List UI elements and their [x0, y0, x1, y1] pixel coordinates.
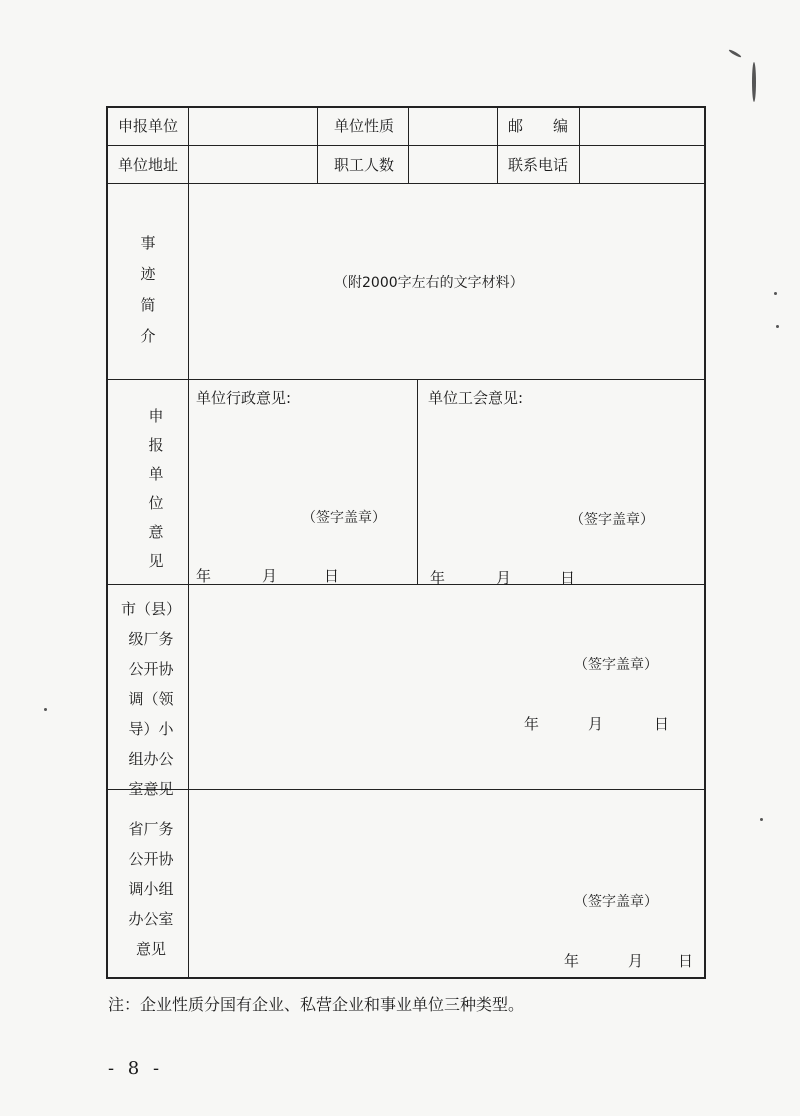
address-field[interactable]	[192, 150, 314, 180]
date-day: 日	[324, 567, 340, 585]
date-month: 月	[628, 952, 644, 970]
row-divider	[106, 183, 706, 184]
city-opinion-area[interactable]	[192, 590, 700, 785]
scan-mark	[44, 708, 47, 711]
scan-mark	[728, 49, 742, 59]
column-divider	[497, 106, 498, 184]
admin-opinion-title: 单位行政意见:	[196, 389, 292, 407]
date-month: 月	[588, 715, 604, 733]
province-opinion-area[interactable]	[192, 794, 700, 972]
scan-mark	[752, 62, 756, 102]
admin-opinion-area[interactable]	[192, 412, 414, 507]
address-label: 单位地址	[118, 156, 179, 174]
label-column-divider	[188, 106, 189, 979]
unit-nature-label: 单位性质	[334, 117, 395, 135]
page-number: - 8 -	[108, 1058, 164, 1079]
city-signature-stamp: （签字盖章）	[574, 657, 658, 673]
date-month: 月	[262, 567, 278, 585]
province-opinion-label: 省厂务 公开协 调小组 办公室 意见	[128, 820, 174, 958]
admin-signature-stamp: （签字盖章）	[302, 510, 386, 526]
staff-count-field[interactable]	[412, 150, 494, 180]
union-opinion-area[interactable]	[421, 412, 701, 507]
phone-label: 联系电话	[508, 156, 569, 174]
row-divider	[106, 145, 706, 146]
postcode-label: 邮 编	[508, 117, 569, 135]
row-divider	[106, 789, 706, 790]
footnote: 注：企业性质分国有企业、私营企业和事业单位三种类型。	[108, 995, 525, 1014]
column-divider	[408, 106, 409, 184]
union-signature-stamp: （签字盖章）	[570, 512, 654, 528]
applicant-label: 申报单位	[118, 117, 179, 135]
union-opinion-title: 单位工会意见:	[428, 389, 524, 407]
summary-hint: （附2000字左右的文字材料）	[334, 275, 524, 291]
column-divider	[317, 106, 318, 184]
applicant-field[interactable]	[192, 112, 314, 142]
date-month: 月	[496, 569, 512, 587]
summary-label: 事 迹 简 介	[140, 234, 156, 345]
postcode-field[interactable]	[584, 112, 700, 142]
date-day: 日	[654, 715, 670, 733]
date-year: 年	[564, 952, 580, 970]
scan-mark	[774, 292, 777, 295]
table-border-left	[106, 106, 108, 979]
table-border-top	[106, 106, 706, 108]
scan-mark	[776, 325, 779, 328]
province-signature-stamp: （签字盖章）	[574, 894, 658, 910]
scan-mark	[760, 818, 763, 821]
column-divider	[579, 106, 580, 184]
phone-field[interactable]	[584, 150, 700, 180]
date-day: 日	[678, 952, 694, 970]
date-year: 年	[196, 567, 212, 585]
date-year: 年	[524, 715, 540, 733]
date-day: 日	[560, 569, 576, 587]
row-divider	[106, 379, 706, 380]
table-border-right	[704, 106, 706, 979]
city-opinion-label: 市（县） 级厂务 公开协 调（领 导）小 组办公 室意见	[120, 600, 181, 798]
summary-input-area[interactable]	[192, 188, 700, 374]
table-border-bottom	[106, 977, 706, 979]
date-year: 年	[430, 569, 446, 587]
unit-opinion-label: 申 报 单 位 意 见	[148, 407, 164, 570]
opinion-column-divider	[417, 379, 418, 585]
unit-nature-field[interactable]	[412, 112, 494, 142]
staff-count-label: 职工人数	[334, 156, 395, 174]
